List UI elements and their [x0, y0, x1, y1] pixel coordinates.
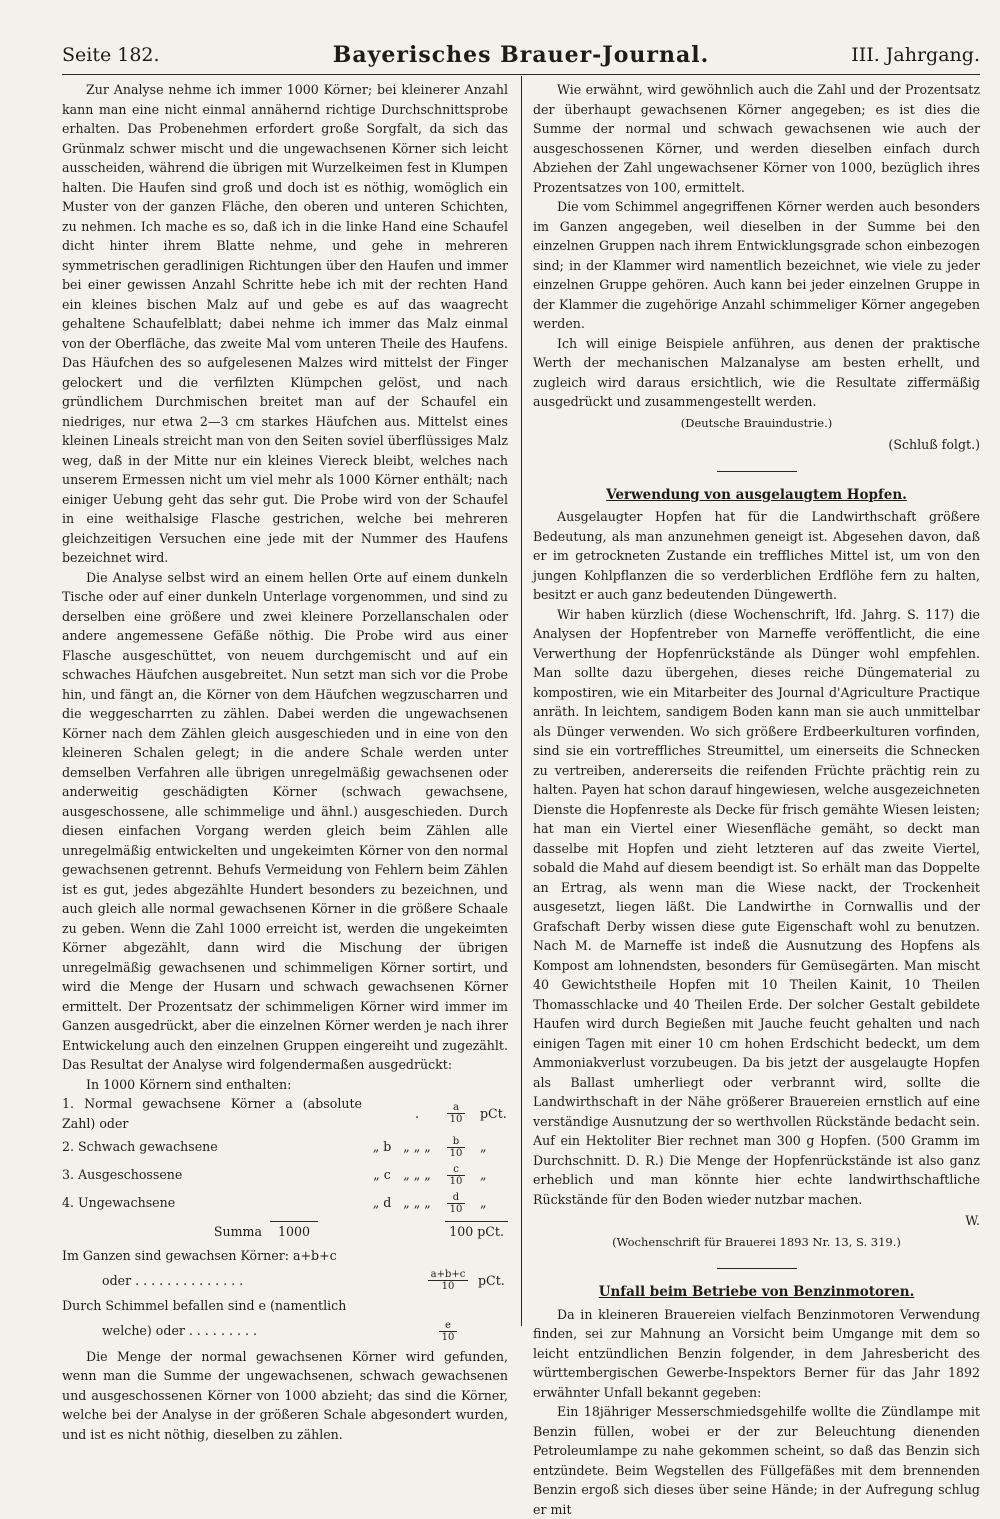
- column-separator: [521, 76, 522, 1326]
- mould-num: e: [439, 1320, 458, 1332]
- analysis-row-unit: „: [480, 1195, 487, 1211]
- analysis-row-fraction: [432, 1161, 480, 1189]
- total-grown-line1: Im Ganzen sind gewachsen Körner: a+b+c: [62, 1247, 337, 1263]
- analysis-row: [62, 1133, 508, 1161]
- left-paragraph-2: Die Analyse selbst wird an einem hellen Orte auf einem dunkeln Tische oder auf einer dunkeln Unterlage vorgenommen, und sind zu derselben eine größere und zwei kleinere Porzellanschalen oder andere angemessene Gefäße nöthig. Die Probe wird aus einer Flasche ausgeschüttet, von neuem durchgemischt und auf ein schwaches Häufchen ausgebreitet. Nun setzt man sich vor die Probe hin, und fängt an, die Körner von dem Häufchen wegzuscharren und die weggescharrten zu zählen. Dabei werden die ungewachsenen Körner nach dem Zählen gleich ausgeschieden und in eine von den kleineren Schalen gelegt; in die andere Schale werden unter demselben Verfahren alle übrigen unregelmäßig gewachsenen oder anderweitig geschädigten Körner (schwach gewachsene, ausgeschossene, alle schimmelige und ähnl.) ausgeschieden. Durch diesen einfachen Vorgang werden gleich beim Zählen alle unregelmäßig entwickelten und ungekeimten Körner von den normal gewachsenen getrennt. Behufs Vermeidung von Fehlern beim Zählen ist es gut, jedes abgezählte Hundert besonders zu bezeichnen, und auch gleich alle normal gewachsenen Körner in die größere Schaale zu geben. Wenn die Zahl 1000 erreicht ist, werden die ungekeimten Körner abgezählt, dann wird die Mischung der übrigen unregelmäßig gewachsenen und schimmeligen Körner sortirt, und wird die Menge der Husarn und schwach gewachsenen Körner ermittelt. Der Prozentsatz der schimmeligen Körner wird immer im Ganzen ausgedrückt, aber die einzelnen Körner werden je nach ihrer Entwickelung auch den einzelnen Gruppen eingereiht und zugezählt. Das Resultat der Analyse wird folgendermaßen ausgedrückt:: [62, 569, 508, 1072]
- section-divider: [717, 471, 797, 472]
- analysis-row-dots: „ „ „: [403, 1139, 431, 1155]
- fraction-denominator: 10: [449, 1203, 463, 1215]
- fraction-denominator: 10: [449, 1114, 463, 1125]
- right-paragraph-3: Ich will einige Beispiele anführen, aus denen der praktische Werth der mechanischen Malzanalyse am besten erhellt, und zugleich wird daraus ersichtlich, wie die Resultate ziffermäßig ausgedrückt und zusammengestellt werden.: [533, 335, 980, 409]
- hopfen-paragraph-2: Wir haben kürzlich (diese Wochenschrift, lfd. Jahrg. S. 117) die Analysen der Hopfentreber von Marneffe veröffentlicht, die eine Verwerthung der Hopfenrückstände als Dünger wohl empfehlen. Man sollte dazu übergehen, dieses reiche Düngematerial zu kompostiren, wie ein Mitarbeiter des Journal d'Agriculture Practique anräth. In leichtem, sandigem Boden kann man sie auch unmittelbar als Dünger verwenden. Wo sich größere Erdbeerkulturen vorfinden, sind sie ein vortreffliches Streumittel, um einerseits die Schnecken zu vertreiben, andererseits die reifenden Früchte prächtig rein zu halten. Payen hat schon darauf hingewiesen, welche ausgezeichneten Dienste die Hopfenreste als Decke für frisch gemähte Wiesen leisten; hat man ein Viertel einer Wiesenfläche gemäht, so deckt man dasselbe mit Hopfen und zieht letzteren auf das zweite Viertel, sobald die Mahd auf diesem beendigt ist. So erhält man das Doppelte an Ertrag, als wenn man die Wiese nackt, der Trockenheit ausgesetzt, liegen läßt. Die Landwirthe in Cornwallis und der Grafschaft Derby wissen diese gute Eigenschaft wohl zu benutzen. Nach M. de Marneffe ist indeß die Ausnutzung des Hopfens als Kompost am lohnendsten, besonders für Gemüsegärten. Man mischt 40 Gewichtstheile Hopfen mit 10 Theilen Kainit, 10 Theilen Thomasschlacke und 40 Theilen Erde. Der solcher Gestalt gebildete Haufen wird durch Begießen mit Jauche feucht gehalten und nach einigen Tagen mit einer 10 cm hohen Erdschicht bedeckt, um dem Ammoniakverlust vorzubeugen. Da bis jetzt der ausgelaugte Hopfen als Ballast umherliegt oder verbrannt wird, sollte die Landwirthschaft in der Nähe größerer Brauereien ernstlich auf eine verständige Ausnutzung der so werthvollen Rückstände bedacht sein. Auf ein Hektoliter Bier rechnet man 300 g Hopfen. (500 Gramm im Durchschnitt. D. R.) Die Menge der Hopfenrückstände ist also ganz erheblich und man könnte hier echte landwirthschaftliche Rückstände für den Boden wieder nutzbar machen.: [533, 606, 980, 1207]
- source-wochenschrift: (Wochenschrift für Brauerei 1893 Nr. 13, S. 319.): [612, 1234, 901, 1249]
- mould-line1: Durch Schimmel befallen sind e (namentlich: [62, 1298, 347, 1313]
- volume-label: III. Jahrgang.: [851, 44, 980, 66]
- analysis-row-fraction: [432, 1094, 480, 1133]
- analysis-row-dots: „ „ „: [403, 1195, 431, 1211]
- left-paragraph-1: Zur Analyse nehme ich immer 1000 Körner; bei kleinerer Anzahl kann man eine nicht einmal annähernd richtige Durchschnittsprobe erhalten. Das Probenehmen erfordert große Sorgfalt, da sich das Grünmalz schwer mischt und die ungewachsenen Körner sich leicht ausscheiden, während die übrigen mit Wurzelkeimen fest in Klumpen halten. Die Haufen sind groß und doch ist es nöthig, womöglich ein Muster von der ganzen Fläche, den oberen und unteren Schichten, zu nehmen. Ich mache es so, daß ich in die linke Hand eine Schaufel dicht hinter ihrem Blatte nehme, und gehe in mehreren symmetrischen geradlinigen Richtungen über den Haufen und immer bei einer gewissen Anzahl Schritte hebe ich mit der rechten Hand ein kleines bischen Malz auf und gebe es auf das waagrecht gehaltene Schaufelblatt; dabei nehme ich immer das Malz einmal von der Oberfläche, das zweite Mal vom unteren Theile des Haufens. Das Häufchen des so aufgelesenen Malzes wird mittelst der Finger gelockert und die verfilzten Klümpchen gelöst, und nach gründlichem Durchmischen breitet man auf der Schaufel ein niedriges, nur etwa 2—3 cm starkes Häufchen aus. Mittelst eines kleinen Lineals streicht man von den Seiten soviel überflüssiges Malz weg, daß in der Mitte nur ein kleines Viereck bleibt, welches nach unserem Ermessen nicht um viel mehr als 1000 Körner enthält; nach einiger Uebung geht das sehr gut. Die Probe wird von der Schaufel in eine weithalsige Flasche gestrichen, welche bei mehreren gleichzeitigen Versuchen eine jede mit der Nummer des Haufens bezeichnet wird.: [62, 82, 508, 565]
- hopfen-signature: W.: [965, 1213, 980, 1228]
- analysis-table: [62, 1094, 508, 1217]
- analysis-row-label: 4. Ungewachsene: [62, 1195, 176, 1211]
- analysis-row-label: 1. Normal gewachsene Körner a (absolute Zahl) oder: [62, 1096, 362, 1131]
- section-divider-2: [717, 1268, 797, 1269]
- source-deutsche-brauindustrie: (Deutsche Brauindustrie.): [680, 415, 833, 430]
- right-paragraph-2: Die vom Schimmel angegriffenen Körner werden auch besonders im Ganzen angegeben, weil dieselben in der Summe bei den einzelnen Gruppen nach ihrem Entwicklungsgrade schon einbezogen sind; in der Klammer wird namentlich bezeichnet, wie viele zu jeder einzelnen Gruppe gehören. Auch kann bei jeder einzelnen Gruppe in der Klammer die zugehörige Anzahl schimmeliger Körner angegeben werden.: [533, 199, 980, 331]
- header-rule: [62, 74, 980, 75]
- analysis-row: [62, 1161, 508, 1189]
- total-grown-den: 10: [441, 1281, 455, 1292]
- analysis-row-fraction: [432, 1133, 480, 1161]
- analysis-row-unit: „: [480, 1167, 487, 1183]
- fraction-denominator: 10: [449, 1147, 463, 1159]
- page-header: [62, 40, 980, 74]
- to-be-continued: (Schluß folgt.): [888, 437, 980, 452]
- analysis-row: [62, 1189, 508, 1217]
- section-title-hopfen: Verwendung von ausgelaugtem Hopfen.: [606, 486, 907, 503]
- fraction-denominator: 10: [449, 1175, 463, 1187]
- analysis-row-fraction: [432, 1189, 480, 1217]
- analysis-row-label: 2. Schwach gewachsene: [62, 1139, 218, 1155]
- analysis-title: In 1000 Körnern sind enthalten:: [86, 1076, 292, 1092]
- right-paragraph-1: Wie erwähnt, wird gewöhnlich auch die Zahl und der Prozentsatz der überhaupt gewachsenen Körner angegeben; es ist dies die Summe der normal und schwach gewachsenen wie auch der ausgeschossenen Körner, und werden dieselben einfach durch Abziehen der Zahl ungewachsener Körner von 1000, bezüglich ihres Prozentsatzes von 100, ermittelt.: [533, 82, 980, 195]
- total-grown: [62, 1246, 508, 1293]
- fraction-numerator: c: [447, 1164, 466, 1176]
- mould-count: [62, 1296, 508, 1343]
- total-grown-fraction: [418, 1269, 478, 1292]
- summa-label: Summa: [213, 1223, 262, 1239]
- fraction-numerator: d: [447, 1192, 466, 1204]
- analysis-row-dots: „ „ „: [403, 1167, 431, 1183]
- analysis-row-unit: „: [480, 1139, 487, 1155]
- mould-row: [62, 1320, 508, 1343]
- benzin-paragraph-2: Ein 18jähriger Messerschmiedsgehilfe wollte die Zündlampe mit Benzin füllen, wobei er der zur Beleuchtung dienenden Petroleumlampe zu nahe gekommen scheint, so daß das Benzin sich entzündete. Beim Wegstellen des Füllgefäßes mit dem brennenden Benzin ergoß sich dieses über seine Hände; in der Aufregung schlug er mit: [533, 1404, 980, 1517]
- analysis-row-symbol: „ d: [372, 1195, 392, 1211]
- summa-value: 1000: [270, 1221, 318, 1242]
- benzin-paragraph-1: Da in kleineren Brauereien vielfach Benzinmotoren Verwendung finden, sei zur Mahnung an Vorsicht beim Umgange mit dem so leicht entzündlichen Benzin folgender, in dem Jahresbericht des württembergischen Gewerbe-Inspektors Berner für das Jahr 1892 erwähnter Unfall bekannt gegeben:: [533, 1306, 980, 1400]
- analysis-row-symbol: [362, 1094, 402, 1133]
- left-paragraph-3: Die Menge der normal gewachsenen Körner wird gefunden, wenn man die Summe der ungewachsenen, schwach gewachsenen und ausgeschossenen Körner von 1000 abzieht; das sind die Körner, welche bei der Analyse in der größeren Schale abgesondert wurden, und ist es nicht nöthig, dieselben zu zählen.: [62, 1348, 508, 1442]
- mould-line2: welche) oder . . . . . . . . .: [102, 1323, 257, 1339]
- summa-percent: 100 pCt.: [445, 1221, 508, 1242]
- fraction-numerator: b: [447, 1136, 466, 1148]
- fraction-numerator: a: [447, 1102, 466, 1114]
- mould-fraction: [418, 1320, 478, 1343]
- journal-title: Bayerisches Brauer-Journal.: [332, 42, 710, 68]
- section-title-benzin: Unfall beim Betriebe von Benzinmotoren.: [598, 1284, 915, 1300]
- summa-row: [62, 1221, 508, 1242]
- hopfen-paragraph-1: Ausgelaugter Hopfen hat für die Landwirthschaft größere Bedeutung, als man anzunehmen geneigt ist. Abgesehen davon, daß er im getrockneten Zustande ein treffliches Mittel ist, um von den jungen Kohlpflanzen die so verderblichen Erdflöhe fern zu halten, besitzt er auch ganz bedeutenden Düngewerth.: [533, 509, 980, 602]
- total-grown-row: [62, 1269, 508, 1292]
- analysis-row-unit: pCt.: [480, 1105, 507, 1121]
- analysis-row-label: 3. Ausgeschossene: [62, 1167, 183, 1183]
- right-column: [533, 80, 980, 1519]
- analysis-row-symbol: „ c: [373, 1167, 391, 1183]
- total-grown-line2: oder . . . . . . . . . . . . . .: [102, 1272, 244, 1288]
- analysis-row: [62, 1094, 508, 1133]
- total-grown-unit: pCt.: [478, 1272, 505, 1288]
- analysis-row-dots: .: [414, 1105, 419, 1121]
- mould-den: 10: [441, 1331, 455, 1343]
- analysis-row-symbol: „ b: [372, 1139, 392, 1155]
- left-column: [62, 80, 508, 1444]
- total-grown-num: a+b+c: [428, 1269, 469, 1281]
- page-number: Seite 182.: [62, 44, 160, 66]
